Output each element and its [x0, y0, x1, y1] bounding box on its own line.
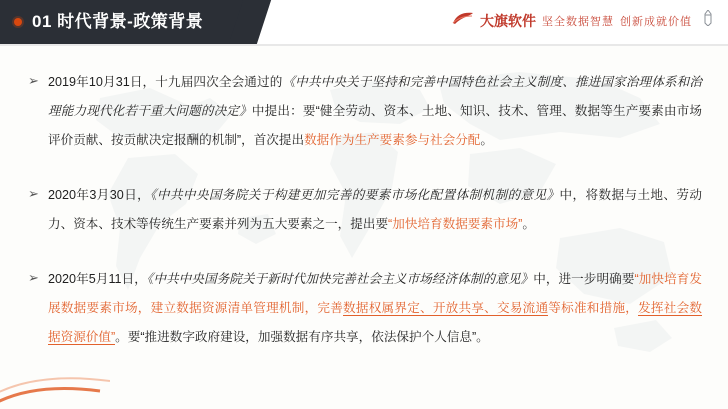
text-segment: 2020年5月11日， [48, 272, 147, 286]
pen-icon [702, 10, 714, 31]
text-segment-highlight: “加快培育发展数据要素市场，建立数据资源清单管理机制，完善 [48, 272, 703, 315]
text-segment-highlight-underline: 数据权属界定、开放共享、交易流通 [343, 301, 549, 315]
text-segment: 2019年10月31日，十九届四次全会通过的 [48, 75, 283, 89]
arrow-bullet-icon: ➢ [28, 73, 39, 88]
paragraph-3 [26, 265, 702, 352]
brand-slogan-2: 创新成就价值 [620, 15, 692, 28]
text-segment-highlight: 等标准和措施， [548, 301, 639, 315]
slide-header [0, 0, 728, 46]
text-segment: 。要“推进数字政府建设，加强数据有序共享，依法保护个人信息”。 [115, 330, 489, 344]
text-segment: 中提出：要“健全劳动、资本、土地、知识、技术、管理、数据等生产要素由市场评价贡献、按贡献决定报酬的机制”，首次提出 [48, 104, 702, 147]
text-segment-highlight-underline: 发挥社会数据资源价值” [48, 301, 702, 344]
text-segment: 中，进一步明确要 [533, 272, 635, 286]
brand-logo [452, 10, 714, 31]
text-segment: 中，将数据与土地、劳动力、资本、技术等传统生产要素并列为五大要素之一，提出要 [48, 188, 702, 231]
text-segment-highlight: 数据作为生产要素参与社会分配 [304, 133, 481, 147]
arrow-bullet-icon: ➢ [28, 186, 39, 201]
page-title: 01 时代背景-政策背景 [32, 12, 204, 31]
text-segment-italic: 《中共中央国务院关于新时代加快完善社会主义市场经济体制的意见》 [146, 272, 534, 286]
text-segment: 2020年3月30日， [48, 188, 151, 202]
red-flag-icon [452, 11, 474, 30]
text-segment-italic: 《中共中央关于坚持和完善中国特色社会主义制度、推进国家治理体系和治理能力现代化若干重大问题的决定》 [48, 75, 702, 118]
bullet-dot-icon [14, 18, 22, 26]
brand-name: 大旗软件 [480, 14, 536, 30]
text-segment: 。 [522, 217, 535, 231]
arrow-bullet-icon: ➢ [28, 270, 39, 285]
slide-content [0, 46, 728, 352]
text-segment-italic: 《中共中央国务院关于构建更加完善的要素市场化配置体制机制的意见》 [150, 188, 560, 202]
paragraph-2 [26, 181, 702, 239]
paragraph-1 [26, 68, 702, 155]
brand-slogan-1: 坚全数据智慧 [542, 15, 614, 28]
text-segment-highlight: “加快培育数据要素市场” [388, 217, 523, 231]
text-segment: 。 [480, 133, 493, 147]
